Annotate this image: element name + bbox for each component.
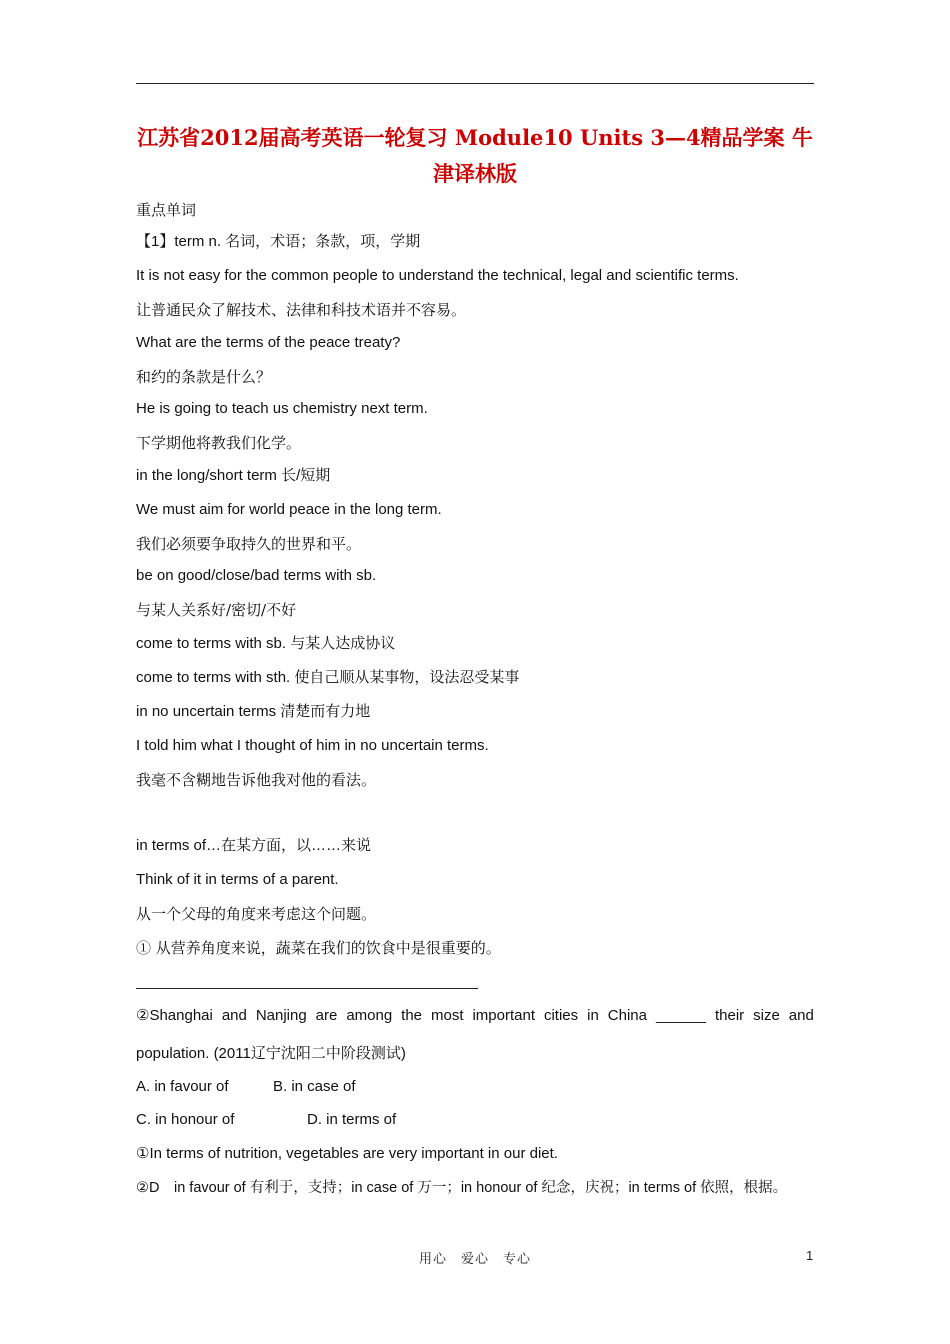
question-word: and [221, 1007, 247, 1024]
header-rule [136, 83, 814, 84]
question-word: Nanjing [255, 1007, 307, 1024]
phrase-meaning: 与某人关系好/密切/不好 [136, 601, 297, 619]
exercise-2-question [136, 1006, 814, 1026]
question-word: in [587, 1007, 599, 1024]
example-zh: 下学期他将教我们化学。 [136, 434, 302, 452]
question-word: and [788, 1007, 814, 1024]
example-zh: 我们必须要争取持久的世界和平。 [136, 535, 362, 553]
option-d: D. in terms of [307, 1111, 397, 1128]
answer-2: ②D in favour of 有利于，支持；in case of 万一；in honour of 纪念，庆祝；in terms of 依照，根据。 [136, 1180, 788, 1196]
phrase: in terms of…在某方面，以……来说 [136, 837, 372, 854]
example-en: He is going to teach us chemistry next term. [136, 400, 428, 417]
option-a: A. in favour of [136, 1078, 229, 1095]
question-word: among [346, 1007, 393, 1024]
example-en: What are the terms of the peace treaty? [136, 334, 401, 351]
phrase: come to terms with sb. 与某人达成协议 [136, 635, 396, 652]
phrase: come to terms with sth. 使自己顺从某事物，设法忍受某事 [136, 669, 520, 686]
exercise-2-question-cont: population. (2011辽宁沈阳二中阶段测试) [136, 1045, 406, 1062]
question-word: the [401, 1007, 423, 1024]
page-number: 1 [806, 1248, 814, 1263]
section-heading: 重点单词 [136, 201, 197, 219]
question-word: cities [543, 1007, 579, 1024]
footer-slogan: 用心 爱心 专心 [418, 1252, 531, 1267]
question-word: are [315, 1007, 338, 1024]
question-word: important [472, 1007, 535, 1024]
example-en: We must aim for world peace in the long term. [136, 501, 442, 518]
question-word: China [607, 1007, 647, 1024]
example-zh: 我毫不含糊地告诉他我对他的看法。 [136, 771, 377, 789]
example-zh: 和约的条款是什么？ [136, 368, 272, 386]
option-b: B. in case of [273, 1078, 356, 1095]
phrase: in the long/short term 长/短期 [136, 467, 331, 484]
document-title [136, 120, 814, 192]
example-en: I told him what I thought of him in no uncertain terms. [136, 737, 489, 754]
vocab-entry-term: 【1】term n. 名词，术语；条款，项，学期 [136, 233, 421, 250]
question-blank: ______ [655, 1007, 707, 1024]
phrase: be on good/close/bad terms with sb. [136, 567, 377, 584]
answer-blank-line [136, 988, 478, 989]
question-word: their [714, 1007, 745, 1024]
option-c: C. in honour of [136, 1111, 235, 1128]
example-en: Think of it in terms of a parent. [136, 871, 339, 888]
phrase: in no uncertain terms 清楚而有力地 [136, 703, 371, 720]
example-zh: 从一个父母的角度来考虑这个问题。 [136, 905, 377, 923]
question-word: size [753, 1007, 780, 1024]
example-en: It is not easy for the common people to understand the technical, legal and scientific terms. [136, 267, 739, 284]
question-word: ②Shanghai [136, 1007, 213, 1024]
exercise-1-prompt: ① 从营养角度来说，蔬菜在我们的饮食中是很重要的。 [136, 939, 501, 957]
answer-1: ①In terms of nutrition, vegetables are very important in our diet. [136, 1145, 558, 1162]
title-line-2: 津译林版 [433, 161, 517, 186]
example-zh: 让普通民众了解技术、法律和科技术语并不容易。 [136, 301, 467, 319]
title-line-1: 江苏省2012届高考英语一轮复习 Module10 Units 3—4精品学案 牛 [137, 125, 813, 150]
question-word: most [430, 1007, 464, 1024]
